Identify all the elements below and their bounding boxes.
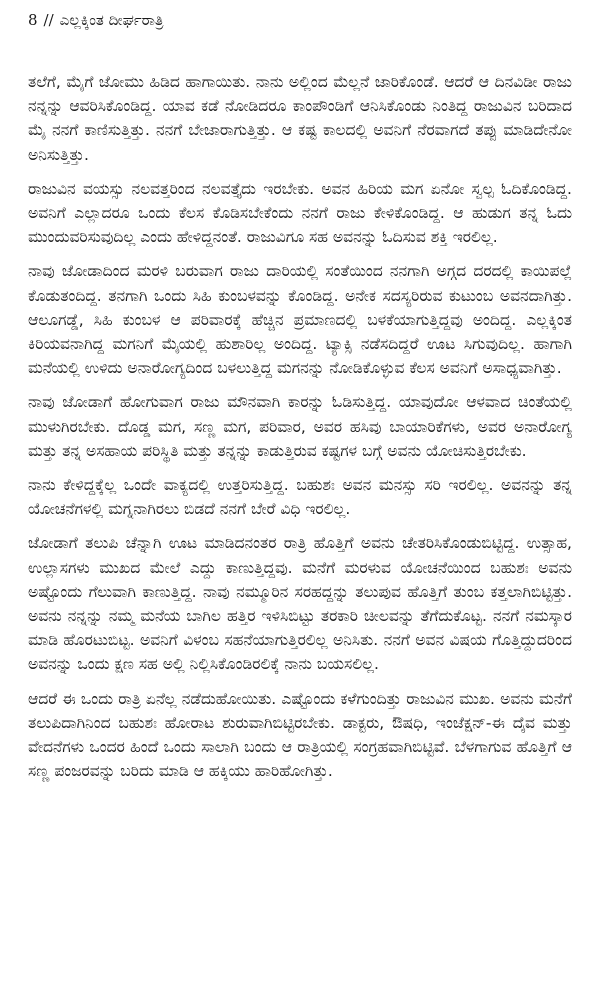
header-separator: // — [43, 11, 54, 29]
running-header — [28, 10, 572, 36]
paragraph: ಆದರೆ ಈ ಒಂದು ರಾತ್ರಿ ಏನೆಲ್ಲ ನಡೆದುಹೋಯಿತು. ಎಷ್ಟೊಂದು ಕಳೆಗುಂದಿತ್ತು ರಾಜುವಿನ ಮುಖ. ಅವನು ಮನೆಗೆ ತಲುಪಿದಾಗಿನಿಂದ ಬಹುಶಃ ಹೋರಾಟ ಶುರುವಾಗಿಬಿಟ್ಟಿರಬೇಕು. ಡಾಕ್ಟರು, ಔಷಧಿ, ಇಂಜೆಕ್ಷನ್-ಈ ದೈವ ಮತ್ತು ವೇದನೆಗಳು ಒಂದರ ಹಿಂದೆ ಒಂದು ಸಾಲಾಗಿ ಬಂದು ಆ ರಾತ್ರಿಯಲ್ಲಿ ಸಂಗ್ರಹವಾಗಿಬಿಟ್ಟಿವೆ. ಬೆಳಗಾಗುವ ಹೊತ್ತಿಗೆ ಆ ಸಣ್ಣ ಪಂಜರವನ್ನು ಬರಿದು ಮಾಡಿ ಆ ಹಕ್ಕಿಯು ಹಾರಿಹೋಗಿತ್ತು. — [28, 689, 572, 781]
paragraph: ರಾಜುವಿನ ವಯಸ್ಸು ನಲವತ್ತರಿಂದ ನಲವತ್ತೈದು ಇರಬೇಕು. ಅವನ ಹಿರಿಯ ಮಗ ಏನೋ ಸ್ವಲ್ಪ ಓದಿಕೊಂಡಿದ್ದ. ಅವನಿಗೆ ಎಲ್ಲಾದರೂ ಒಂದು ಕೆಲಸ ಕೊಡಿಸಬೇಕೆಂದು ನನಗೆ ರಾಜು ಕೇಳಿಕೊಂಡಿದ್ದ. ಆ ಹುಡುಗ ತನ್ನ ಓದು ಮುಂದುವರಿಸುವುದಿಲ್ಲ ಎಂದು ಹೇಳಿದ್ದನಂತೆ. ರಾಜುವಿಗೂ ಸಹ ಅವನನ್ನು ಓದಿಸುವ ಶಕ್ತಿ ಇರಲಿಲ್ಲ. — [28, 179, 572, 247]
paragraph: ನಾನು ಕೇಳಿದ್ದಕ್ಕೆಲ್ಲ ಒಂದೇ ವಾಕ್ಯದಲ್ಲಿ ಉತ್ತರಿಸುತ್ತಿದ್ದ. ಬಹುಶಃ ಅವನ ಮನಸ್ಸು ಸರಿ ಇರಲಿಲ್ಲ. ಅವನನ್ನು ತನ್ನ ಯೋಚನೆಗಳಲ್ಲಿ ಮಗ್ನನಾಗಿರಲು ಬಿಡದೆ ನನಗೆ ಬೇರೆ ವಿಧಿ ಇರಲಿಲ್ಲ. — [28, 476, 572, 519]
paragraph: ನಾವು ಜೋಡಾದಿಂದ ಮರಳಿ ಬರುವಾಗ ರಾಜು ದಾರಿಯಲ್ಲಿ ಸಂತೆಯಿಂದ ನನಗಾಗಿ ಅಗ್ಗದ ದರದಲ್ಲಿ ಕಾಯಿಪಲ್ಲೆ ಕೊಡುತಂದಿದ್ದ. ತನಗಾಗಿ ಒಂದು ಸಿಹಿ ಕುಂಬಳವನ್ನು ಕೊಂಡಿದ್ದ. ಅನೇಕ ಸದಸ್ಯರಿರುವ ಕುಟುಂಬ ಅವನದಾಗಿತ್ತು. ಆಲೂಗಡ್ಡೆ, ಸಿಹಿ ಕುಂಬಳ ಆ ಪರಿವಾರಕ್ಕೆ ಹೆಚ್ಚಿನ ಪ್ರಮಾಣದಲ್ಲಿ ಬಳಕೆಯಾಗುತ್ತಿದ್ದವು ಅಂದಿದ್ದ. ಎಲ್ಲಕ್ಕಿಂತ ಕಿರಿಯವನಾಗಿದ್ದ ಮಗನಿಗೆ ಮೈಯಲ್ಲಿ ಹುಶಾರಿಲ್ಲ ಅಂದಿದ್ದ. ಟ್ಯಾಕ್ಸಿ ನಡೆಸದಿದ್ದರೆ ಊಟ ಸಿಗುವುದಿಲ್ಲ. ಹಾಗಾಗಿ ಮನೆಯಲ್ಲಿ ಉಳಿದು ಅನಾರೋಗ್ಯದಿಂದ ಬಳಲುತ್ತಿದ್ದ ಮಗನನ್ನು ನೋಡಿಕೊಳ್ಳುವ ಕೆಲಸ ಅವನಿಗೆ ಅಸಾಧ್ಯವಾಗಿತ್ತು. — [28, 262, 572, 378]
book-title: ಎಲ್ಲಕ್ಕಿಂತ ದೀರ್ಘರಾತ್ರಿ — [59, 11, 164, 29]
body-text — [28, 70, 572, 783]
paragraph: ನಾವು ಜೋಡಾಗೆ ಹೋಗುವಾಗ ರಾಜು ಮೌನವಾಗಿ ಕಾರನ್ನು ಓಡಿಸುತ್ತಿದ್ದ. ಯಾವುದೋ ಆಳವಾದ ಚಿಂತೆಯಲ್ಲಿ ಮುಳುಗಿರಬೇಕು. ದೊಡ್ಡ ಮಗ, ಸಣ್ಣ ಮಗ, ಪರಿವಾರ, ಅವರ ಹಸಿವು ಬಾಯಾರಿಕೆಗಳು, ಅವರ ಅನಾರೋಗ್ಯ ಮತ್ತು ತನ್ನ ಅಸಹಾಯ ಪರಿಸ್ಥಿತಿ ಮತ್ತು ತನ್ನನ್ನು ಕಾಡುತ್ತಿರುವ ಕಷ್ಟಗಳ ಬಗ್ಗೆ ಅವನು ಯೋಚಿಸುತ್ತಿರಬೇಕು. — [28, 393, 572, 460]
page-number: 8 — [28, 11, 38, 29]
paragraph: ತಲೆಗೆ, ಮೈಗೆ ಜೋಮು ಹಿಡಿದ ಹಾಗಾಯಿತು. ನಾನು ಅಲ್ಲಿಂದ ಮೆಲ್ಲನೆ ಜಾರಿಕೊಂಡೆ. ಆದರೆ ಆ ದಿನವಿಡೀ ರಾಜು ನನ್ನನ್ನು ಆವರಿಸಿಕೊಂಡಿದ್ದ. ಯಾವ ಕಡೆ ನೋಡಿದರೂ ಕಾಂಪೌಂಡಿಗೆ ಆನಿಸಿಕೊಂಡು ನಿಂತಿದ್ದ ರಾಜುವಿನ ಬರಿದಾದ ಮೈ ನನಗೆ ಕಾಣಿಸುತ್ತಿತ್ತು. ನನಗೆ ಬೇಜಾರಾಗುತ್ತಿತ್ತು. ಆ ಕಷ್ಟ ಕಾಲದಲ್ಲಿ ಅವನಿಗೆ ನೆರವಾಗದೆ ತಪ್ಪು ಮಾಡಿದೇನೋ ಅನಿಸುತ್ತಿತ್ತು. — [28, 73, 572, 164]
paragraph: ಜೋಡಾಗೆ ತಲುಪಿ ಚೆನ್ನಾಗಿ ಊಟ ಮಾಡಿದನಂತರ ರಾತ್ರಿ ಹೊತ್ತಿಗೆ ಅವನು ಚೇತರಿಸಿಕೊಂಡುಬಿಟ್ಟಿದ್ದ. ಉತ್ಸಾಹ, ಉಲ್ಲಾಸಗಳು ಮುಖದ ಮೇಲೆ ಎದ್ದು ಕಾಣುತ್ತಿದ್ದವು. ಮನೆಗೆ ಮರಳುವ ಯೋಚನೆಯಿಂದ ಬಹುಶಃ ಅವನು ಅಷ್ಟೊಂದು ಗೆಲುವಾಗಿ ಕಾಣುತ್ತಿದ್ದ. ನಾವು ನಮ್ಮೂರಿನ ಸರಹದ್ದನ್ನು ತಲುಪುವ ಹೊತ್ತಿಗೆ ತುಂಬ ಕತ್ತಲಾಗಿಬಿಟ್ಟಿತ್ತು. ಅವನು ನನ್ನನ್ನು ನಮ್ಮ ಮನೆಯ ಬಾಗಿಲ ಹತ್ತಿರ ಇಳಿಸಿಬಿಟ್ಟು ತರಕಾರಿ ಚೀಲವನ್ನು ತೆಗೆದುಕೊಟ್ಟ. ನನಗೆ ನಮಸ್ಕಾರ ಮಾಡಿ ಹೊರಟುಬಿಟ್ಟ. ಅವನಿಗೆ ವಿಳಂಬ ಸಹನೆಯಾಗುತ್ತಿರಲಿಲ್ಲ ಅನಿಸಿತು. ನನಗೆ ಅವನ ವಿಷಯ ಗೊತ್ತಿದ್ದುದರಿಂದ ಅವನನ್ನು ಒಂದು ಕ್ಷಣ ಸಹ ಅಲ್ಲಿ ನಿಲ್ಲಿಸಿಕೊಂಡಿರಲಿಕ್ಕೆ ನಾನು ಬಯಸಲಿಲ್ಲ. — [28, 534, 572, 674]
